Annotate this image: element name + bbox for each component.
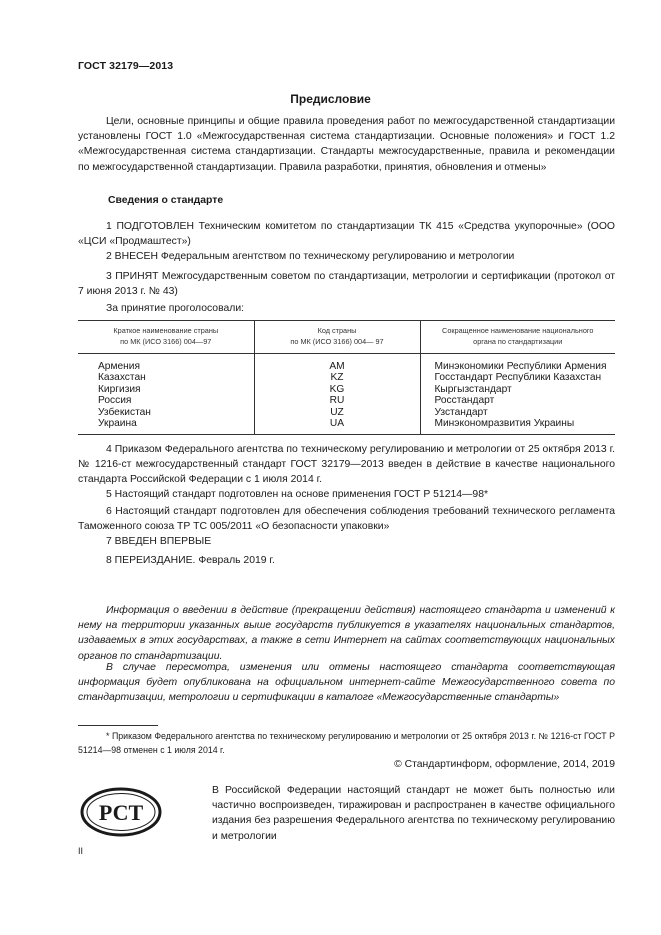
voted-label: За принятие проголосовали:: [106, 303, 245, 314]
standards-body: Минэкономики Республики Армения: [420, 354, 615, 373]
table-header-cell: Код страны по МК (ИСО 3166) 004— 97: [254, 321, 420, 354]
country-code: KG: [254, 384, 420, 395]
country-name: Украина: [78, 418, 254, 435]
item-3: 3 ПРИНЯТ Межгосударственным советом по стандартизации, метрологии и сертификации (протокол от 7 июня 2013 г. № 43): [78, 271, 615, 298]
country-code: AM: [254, 354, 420, 373]
page-number: II: [78, 846, 84, 856]
country-code: UZ: [254, 407, 420, 418]
info-paragraph-1: Информация о введении в действие (прекращении действия) настоящего стандарта и изменений к нему на территории указанных выше государств публикуется в указателях национальных стандартов, издаваемых в этих государствах, а также в сети Интернет на сайтах соответствующих национальных органов по стандартизации.: [78, 605, 615, 662]
table-header-cell: Сокращенное наименование национального органа по стандартизации: [420, 321, 615, 354]
item-7: 7 ВВЕДЕН ВПЕРВЫЕ: [106, 536, 212, 547]
item-6: 6 Настоящий стандарт подготовлен для обеспечения соблюдения требований технического регламента Таможенного союза ТР ТС 005/2011 «О безопасности упаковки»: [78, 506, 615, 533]
table-header-cell: Краткое наименование страны по МК (ИСО 3166) 004—97: [78, 321, 254, 354]
country-name: Казахстан: [98, 372, 146, 384]
table-header-row: [78, 321, 615, 354]
standards-body: Кыргызстандарт: [420, 384, 615, 395]
country-name: Армения: [98, 361, 140, 372]
standards-body: Росстандарт: [420, 395, 615, 406]
copyright: © Стандартинформ, оформление, 2014, 2019: [394, 759, 615, 770]
table-row: [78, 384, 615, 395]
country-code: KZ: [254, 372, 420, 383]
item-8: 8 ПЕРЕИЗДАНИЕ. Февраль 2019 г.: [106, 555, 275, 566]
country-name: Киргизия: [98, 383, 141, 395]
gost-r-mark-icon: [80, 787, 162, 837]
country-code: UA: [254, 418, 420, 435]
footnote-divider: [78, 725, 158, 726]
countries-table: [78, 320, 615, 435]
standards-body: Минэкономразвития Украины: [420, 418, 615, 435]
logo-mark-text: РСТ: [98, 800, 144, 825]
section-subtitle: Сведения о стандарте: [108, 195, 224, 206]
item-1: 1 ПОДГОТОВЛЕН Техническим комитетом по стандартизации ТК 415 «Средства укупорочные» (ООО «ЦСИ «Продмаштест»): [78, 221, 615, 248]
standards-body: Узстандарт: [420, 407, 615, 418]
item-5: 5 Настоящий стандарт подготовлен на основе применения ГОСТ Р 51214—98*: [106, 489, 489, 500]
table-row: [78, 372, 615, 383]
table-row: [78, 407, 615, 418]
standard-header: ГОСТ 32179—2013: [78, 60, 174, 72]
standards-body: Госстандарт Республики Казахстан: [420, 372, 615, 383]
intro-paragraph: Цели, основные принципы и общие правила проведения работ по межгосударственной стандартизации установлены ГОСТ 1.0 «Межгосударственная система стандартизации. Основные положения» и ГОСТ 1.2 «Межгосударственная система стандартизации. Стандарты межгосударственные, правила и рекомендации по межгосударственной стандартизации. Правила разработки, принятия, обновления и отмены»: [78, 116, 615, 173]
item-4: 4 Приказом Федерального агентства по техническому регулированию и метрологии от 25 октября 2013 г. № 1216-ст межгосударственный стандарт ГОСТ 32179—2013 введен в действие в качестве национального стандарта Российской Федерации с 1 июля 2014 г.: [78, 444, 615, 486]
rights-notice: В Российской Федерации настоящий стандарт не может быть полностью или частично воспроизведен, тиражирован и распространен в качестве официального издания без разрешения Федерального агентства по техническому регулированию и метрологии: [212, 785, 615, 842]
footnote: * Приказом Федерального агентства по техническому регулированию и метрологии от 25 октября 2013 г. № 1216-ст ГОСТ Р 51214—98 отменен с 1 июля 2014 г.: [78, 731, 615, 755]
table-row: [78, 418, 615, 435]
country-code: RU: [254, 395, 420, 406]
item-2: 2 ВНЕСЕН Федеральным агентством по техническому регулированию и метрологии: [106, 251, 515, 262]
page-title: Предисловие: [290, 92, 371, 106]
country-name: Россия: [98, 395, 132, 407]
table-row: [78, 395, 615, 406]
country-name: Узбекистан: [98, 406, 151, 418]
table-row: [78, 354, 615, 373]
info-paragraph-2: В случае пересмотра, изменения или отмены настоящего стандарта соответствующая информация будет опубликована на официальном интернет-сайте Межгосударственного совета по стандартизации, метрологии и сертификации в каталоге «Межгосударственные стандарты»: [78, 662, 615, 704]
